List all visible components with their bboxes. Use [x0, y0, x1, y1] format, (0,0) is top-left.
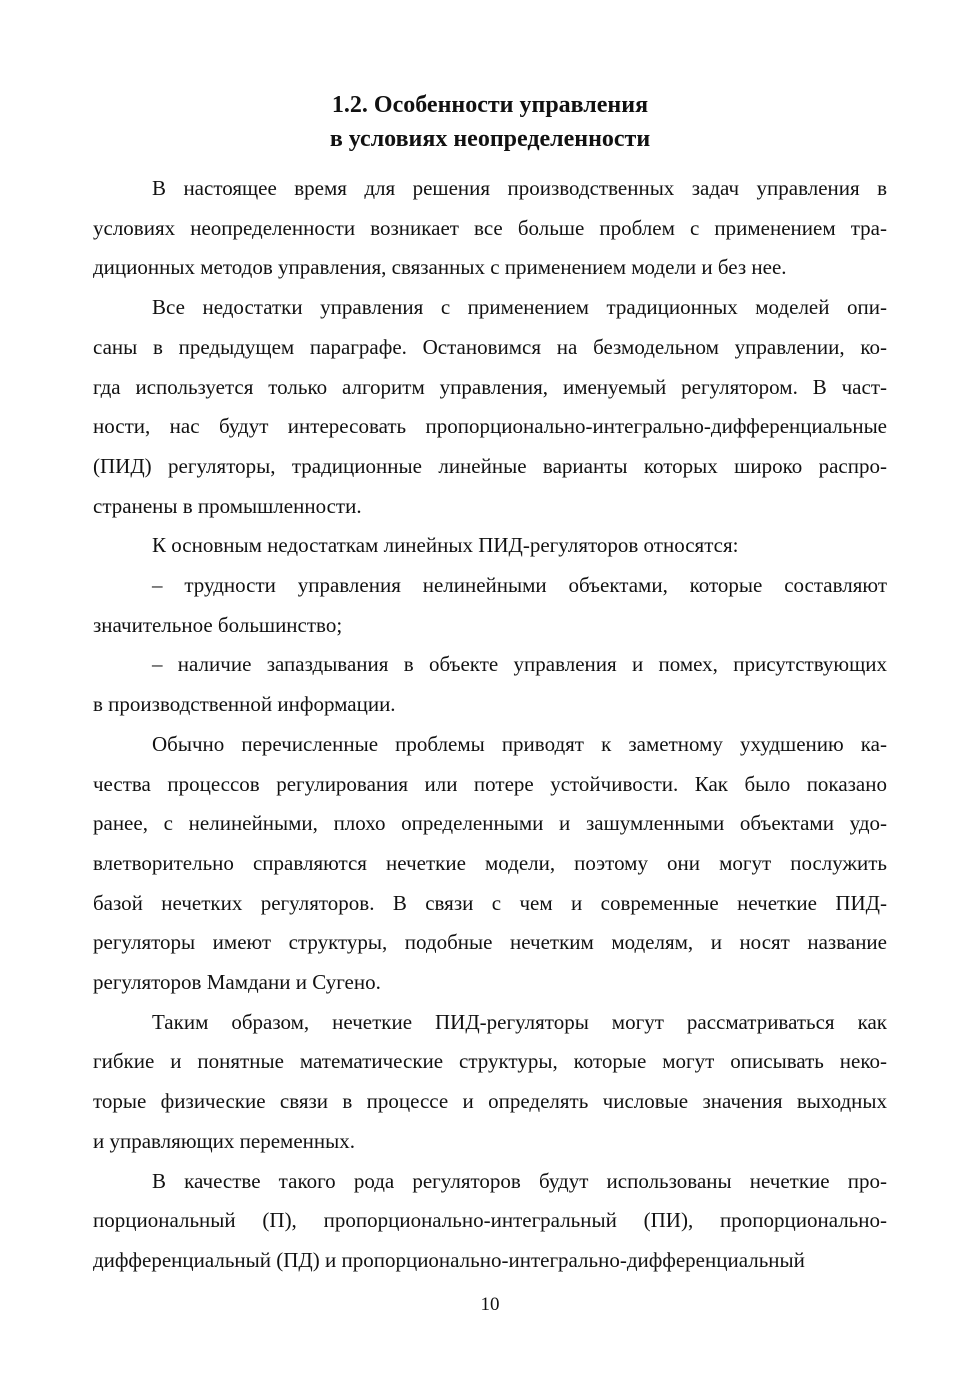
text-line: условиях неопределенности возникает все больше проблем с применением тра- [93, 215, 887, 240]
text-line: – наличие запаздывания в объекте управления и помех, присутствующих [152, 652, 887, 677]
text-line: гда используется только алгоритм управления, именуемый регулятором. В част- [93, 374, 887, 399]
text-line: В качестве такого рода регуляторов будут использованы нечеткие про- [152, 1168, 887, 1193]
text-line: и управляющих переменных. [93, 1128, 355, 1153]
paragraph [93, 645, 887, 724]
text-line: в производственной информации. [93, 692, 396, 717]
text-line: значительное большинство; [93, 612, 343, 637]
paragraph [93, 169, 887, 288]
text-line: странены в промышленности. [93, 493, 362, 518]
paragraph [93, 1003, 887, 1162]
text-line: В настоящее время для решения производственных задач управления в [152, 176, 887, 200]
text-line: дифференциальный (ПД) и пропорционально-интегрально-дифференциальный [93, 1247, 805, 1272]
text-line: – трудности управления нелинейными объектами, которые составляют [152, 573, 887, 598]
text-line: К основным недостаткам линейных ПИД-регуляторов относятся: [152, 533, 739, 558]
text-line: регуляторов Мамдани и Сугено. [93, 970, 381, 995]
paragraph [93, 288, 887, 526]
paragraph [93, 725, 887, 1003]
text-line: торые физические связи в процессе и определять числовые значения выходных [93, 1089, 887, 1114]
text-line: Обычно перечисленные проблемы приводят к заметному ухудшению ка- [152, 731, 887, 756]
text-line: диционных методов управления, связанных с применением модели и без нее. [93, 255, 787, 280]
text-line: ранее, с нелинейными, плохо определенными и зашумленными объектами удо- [93, 811, 887, 836]
section-title-line-1: 1.2. Особенности управления [331, 92, 649, 118]
text-line: гибкие и понятные математические структуры, которые могут описывать неко- [93, 1049, 887, 1074]
paragraph [93, 1162, 887, 1281]
text-line: чества процессов регулирования или потере устойчивости. Как было показано [93, 771, 887, 796]
text-line: ности, нас будут интересовать пропорционально-интегрально-дифференциальные [93, 414, 887, 439]
text-line: (ПИД) регуляторы, традиционные линейные варианты которых широко распро- [93, 453, 887, 478]
page-number: 10 [480, 1294, 500, 1315]
document-page [93, 88, 887, 1281]
body-text [93, 169, 887, 1281]
text-line: регуляторы имеют структуры, подобные нечетким моделям, и носят название [93, 930, 887, 955]
text-line: Все недостатки управления с применением традиционных моделей опи- [152, 295, 887, 320]
section-title-line-2: в условиях неопределенности [329, 126, 651, 152]
paragraph [93, 566, 887, 645]
text-line: Таким образом, нечеткие ПИД-регуляторы могут рассматриваться как [152, 1009, 887, 1034]
text-line: саны в предыдущем параграфе. Остановимся на безмодельном управлении, ко- [93, 334, 887, 359]
paragraph [93, 526, 887, 566]
section-title [93, 88, 887, 156]
text-line: порциональный (П), пропорционально-интегральный (ПИ), пропорционально- [93, 1208, 887, 1233]
text-line: базой нечетких регуляторов. В связи с чем и современные нечеткие ПИД- [93, 890, 887, 915]
text-line: влетворительно справляются нечеткие модели, поэтому они могут послужить [93, 850, 887, 875]
